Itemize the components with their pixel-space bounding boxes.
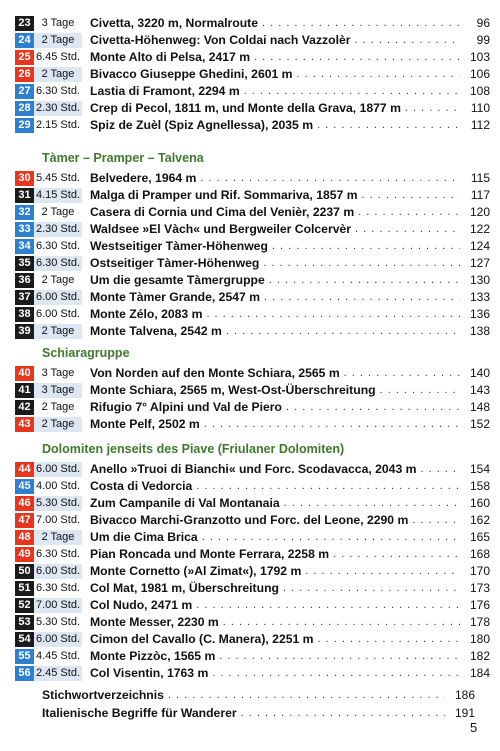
leader-dots bbox=[269, 272, 460, 289]
leader-dots bbox=[223, 614, 460, 631]
duration-label: 7.00 Std. bbox=[35, 599, 81, 611]
route-number-badge: 44 bbox=[15, 462, 34, 477]
leader-dots bbox=[262, 15, 460, 32]
route-title: Belvedere, 1964 m bbox=[90, 171, 197, 185]
index-title: Italienische Begriffe für Wanderer bbox=[42, 706, 237, 720]
toc-entry[interactable] bbox=[15, 648, 490, 665]
route-number-badge: 52 bbox=[15, 598, 34, 613]
page-reference: 138 bbox=[469, 324, 490, 338]
route-title: Malga di Pramper und Rif. Sommariva, 1857 m bbox=[90, 188, 358, 202]
page-reference: 122 bbox=[469, 222, 490, 236]
toc-entry[interactable] bbox=[15, 365, 490, 382]
route-title: Monte Pelf, 2502 m bbox=[90, 417, 200, 431]
page-reference: 127 bbox=[469, 256, 490, 270]
leader-dots bbox=[254, 49, 460, 66]
toc-entry[interactable] bbox=[15, 100, 490, 117]
leader-dots bbox=[244, 83, 460, 100]
leader-dots bbox=[219, 648, 460, 665]
page-reference: 182 bbox=[469, 649, 490, 663]
leader-dots bbox=[204, 416, 460, 433]
duration-label: 2.30 Std. bbox=[35, 102, 81, 114]
leader-dots bbox=[212, 665, 460, 682]
toc-entry[interactable] bbox=[15, 49, 490, 66]
route-number-badge: 28 bbox=[15, 101, 34, 116]
page-reference: 133 bbox=[469, 290, 490, 304]
leader-dots bbox=[412, 512, 460, 529]
toc-entry[interactable] bbox=[15, 289, 490, 306]
route-number-badge: 26 bbox=[15, 67, 34, 82]
route-title: Monte Cornetto (»Al Zimat«), 1792 m bbox=[90, 564, 302, 578]
route-title: Westseitiger Tàmer-Höhenweg bbox=[90, 239, 268, 253]
toc-entry[interactable] bbox=[15, 187, 490, 204]
page-reference: 170 bbox=[469, 564, 490, 578]
route-title: Cimon del Cavallo (C. Manera), 2251 m bbox=[90, 632, 314, 646]
toc-entry[interactable] bbox=[15, 478, 490, 495]
route-number-badge: 56 bbox=[15, 666, 34, 681]
page-reference: 99 bbox=[476, 33, 490, 47]
route-number-badge: 45 bbox=[15, 479, 34, 494]
toc-entry[interactable] bbox=[15, 238, 490, 255]
route-number-badge: 51 bbox=[15, 581, 34, 596]
leader-dots bbox=[355, 221, 460, 238]
leader-dots bbox=[318, 631, 460, 648]
page-reference: 160 bbox=[469, 496, 490, 510]
page-reference: 124 bbox=[469, 239, 490, 253]
page-reference: 106 bbox=[469, 67, 490, 81]
leader-dots bbox=[196, 597, 460, 614]
toc-entry[interactable] bbox=[15, 580, 490, 597]
route-number-badge: 32 bbox=[15, 205, 34, 220]
route-title: Monte Zélo, 2083 m bbox=[90, 307, 203, 321]
duration-label: 2 Tage bbox=[34, 205, 82, 220]
toc-entry[interactable] bbox=[15, 32, 490, 49]
leader-dots bbox=[380, 382, 460, 399]
duration-label: 6.00 Std. bbox=[35, 633, 81, 645]
route-title: Um die gesamte Tàmergruppe bbox=[90, 273, 265, 287]
leader-dots bbox=[358, 204, 460, 221]
route-number-badge: 49 bbox=[15, 547, 34, 562]
page-reference: 173 bbox=[469, 581, 490, 595]
toc-entry[interactable] bbox=[15, 221, 490, 238]
toc-entry[interactable] bbox=[15, 546, 490, 563]
duration-label: 2 Tage bbox=[34, 273, 82, 288]
toc-entry[interactable] bbox=[15, 512, 490, 529]
leader-dots bbox=[286, 399, 460, 416]
route-title: Zum Campanile di Val Montanaia bbox=[90, 496, 280, 510]
route-title: Bivacco Marchi-Granzotto und Forc. del Leone, 2290 m bbox=[90, 513, 409, 527]
section-title: Schiaragruppe bbox=[42, 346, 130, 360]
toc-section bbox=[15, 150, 490, 340]
route-number-badge: 53 bbox=[15, 615, 34, 630]
index-entry[interactable] bbox=[42, 704, 475, 722]
route-title: Waldsee »El Vàch« und Bergweiler Colcervèr bbox=[90, 222, 352, 236]
leader-dots bbox=[206, 306, 460, 323]
leader-dots bbox=[202, 529, 460, 546]
route-title: Casera di Cornia und Cima del Venièr, 2237 m bbox=[90, 205, 355, 219]
duration-label: 6.30 Std. bbox=[35, 240, 81, 252]
duration-label: 7.00 Std. bbox=[35, 514, 81, 526]
leader-dots bbox=[362, 187, 460, 204]
index-list bbox=[42, 686, 475, 722]
leader-dots bbox=[168, 686, 445, 704]
duration-label: 6.00 Std. bbox=[35, 463, 81, 475]
index-entry[interactable] bbox=[42, 686, 475, 704]
leader-dots bbox=[405, 100, 460, 117]
page-reference: 140 bbox=[469, 366, 490, 380]
leader-dots bbox=[200, 170, 460, 187]
route-title: Monte Talvena, 2542 m bbox=[90, 324, 222, 338]
route-number-badge: 54 bbox=[15, 632, 34, 647]
route-number-badge: 34 bbox=[15, 239, 34, 254]
route-title: Costa di Vedorcia bbox=[90, 479, 193, 493]
route-title: Bivacco Giuseppe Ghedini, 2601 m bbox=[90, 67, 293, 81]
route-number-badge: 30 bbox=[15, 171, 34, 186]
route-title: Von Norden auf den Monte Schiara, 2565 m bbox=[90, 366, 340, 380]
leader-dots bbox=[272, 238, 460, 255]
toc-entry[interactable] bbox=[15, 631, 490, 648]
duration-label: 2 Tage bbox=[34, 530, 82, 545]
index-title: Stichwortverzeichnis bbox=[42, 688, 164, 702]
route-number-badge: 55 bbox=[15, 649, 34, 664]
page-reference: 108 bbox=[469, 84, 490, 98]
duration-label: 2.15 Std. bbox=[35, 119, 81, 131]
page-reference: 136 bbox=[469, 307, 490, 321]
duration-label: 5.30 Std. bbox=[35, 497, 81, 509]
leader-dots bbox=[355, 32, 461, 49]
route-title: Civetta, 3220 m, Normalroute bbox=[90, 16, 258, 30]
route-title: Monte Tàmer Grande, 2547 m bbox=[90, 290, 261, 304]
route-title: Anello »Truoi di Bianchi« und Forc. Scodavacca, 2043 m bbox=[90, 462, 417, 476]
duration-label: 3 Tage bbox=[34, 383, 82, 398]
page-reference: 110 bbox=[470, 101, 490, 115]
route-title: Lastia di Framont, 2294 m bbox=[90, 84, 240, 98]
page-reference: 158 bbox=[469, 479, 490, 493]
duration-label: 3 Tage bbox=[34, 366, 82, 381]
route-number-badge: 36 bbox=[15, 273, 34, 288]
route-title: Ostseitiger Tàmer-Höhenweg bbox=[90, 256, 260, 270]
route-number-badge: 42 bbox=[15, 400, 34, 415]
leader-dots bbox=[284, 495, 460, 512]
route-number-badge: 27 bbox=[15, 84, 34, 99]
toc-entry[interactable] bbox=[15, 117, 490, 134]
route-number-badge: 40 bbox=[15, 366, 34, 381]
route-number-badge: 25 bbox=[15, 50, 34, 65]
leader-dots bbox=[226, 323, 460, 340]
page-reference: 176 bbox=[469, 598, 490, 612]
duration-label: 5.30 Std. bbox=[35, 616, 81, 628]
page-reference: 168 bbox=[469, 547, 490, 561]
route-number-badge: 48 bbox=[15, 530, 34, 545]
toc-entry[interactable] bbox=[15, 563, 490, 580]
route-number-badge: 38 bbox=[15, 307, 34, 322]
toc-entry[interactable] bbox=[15, 255, 490, 272]
section-title: Dolomiten jenseits des Piave (Friulaner Dolomiten) bbox=[42, 442, 345, 456]
route-title: Crep di Pecol, 1811 m, und Monte della Grava, 1877 m bbox=[90, 101, 401, 115]
duration-label: 2 Tage bbox=[34, 67, 82, 82]
leader-dots bbox=[263, 255, 460, 272]
duration-label: 6.00 Std. bbox=[35, 308, 81, 320]
duration-label: 2 Tage bbox=[34, 400, 82, 415]
route-title: Rifugio 7° Alpini und Val de Piero bbox=[90, 400, 282, 414]
page-reference: 191 bbox=[454, 706, 475, 720]
toc-entry[interactable] bbox=[15, 529, 490, 546]
leader-dots bbox=[344, 365, 460, 382]
duration-label: 2.45 Std. bbox=[35, 667, 81, 679]
section-title: Tàmer – Pramper – Talvena bbox=[42, 151, 204, 165]
toc-section bbox=[15, 441, 490, 682]
toc-entry[interactable] bbox=[15, 597, 490, 614]
toc-entry[interactable] bbox=[15, 665, 490, 682]
route-number-badge: 33 bbox=[15, 222, 34, 237]
route-title: Col Mat, 1981 m, Überschreitung bbox=[90, 581, 279, 595]
route-number-badge: 37 bbox=[15, 290, 34, 305]
page-reference: 154 bbox=[469, 462, 490, 476]
duration-label: 6.00 Std. bbox=[35, 565, 81, 577]
route-number-badge: 29 bbox=[15, 118, 34, 133]
toc-entry[interactable] bbox=[15, 416, 490, 433]
toc-entry[interactable] bbox=[15, 204, 490, 221]
duration-label: 2 Tage bbox=[34, 324, 82, 339]
toc-entry[interactable] bbox=[15, 461, 490, 478]
page-reference: 115 bbox=[470, 171, 490, 185]
route-title: Spiz de Zuèl (Spiz Agnellessa), 2035 m bbox=[90, 118, 314, 132]
toc-entry[interactable] bbox=[15, 495, 490, 512]
leader-dots bbox=[196, 478, 460, 495]
page-reference: 165 bbox=[469, 530, 490, 544]
duration-label: 2 Tage bbox=[34, 417, 82, 432]
route-title: Monte Messer, 2230 m bbox=[90, 615, 219, 629]
toc-entry[interactable] bbox=[15, 170, 490, 187]
leader-dots bbox=[283, 580, 460, 597]
duration-label: 5.45 Std. bbox=[35, 172, 81, 184]
page-reference: 152 bbox=[469, 417, 490, 431]
page-number: 5 bbox=[470, 720, 478, 735]
duration-label: 6.30 Std. bbox=[35, 85, 81, 97]
page-reference: 143 bbox=[469, 383, 490, 397]
route-number-badge: 39 bbox=[15, 324, 34, 339]
route-title: Monte Alto di Pelsa, 2417 m bbox=[90, 50, 251, 64]
route-number-badge: 31 bbox=[15, 188, 34, 203]
page-reference: 180 bbox=[469, 632, 490, 646]
toc-entry[interactable] bbox=[15, 323, 490, 340]
toc-entry[interactable] bbox=[15, 399, 490, 416]
duration-label: 4.45 Std. bbox=[35, 650, 81, 662]
toc-section bbox=[15, 345, 490, 433]
toc-section bbox=[15, 15, 490, 134]
route-number-badge: 46 bbox=[15, 496, 34, 511]
route-title: Monte Schiara, 2565 m, West-Ost-Überschreitung bbox=[90, 383, 376, 397]
duration-label: 6.45 Std. bbox=[35, 51, 81, 63]
route-number-badge: 23 bbox=[15, 16, 34, 31]
page-reference: 186 bbox=[454, 688, 475, 702]
route-title: Col Visentin, 1763 m bbox=[90, 666, 209, 680]
route-number-badge: 24 bbox=[15, 33, 34, 48]
duration-label: 2 Tage bbox=[34, 33, 82, 48]
duration-label: 4.00 Std. bbox=[35, 480, 81, 492]
page-reference: 148 bbox=[469, 400, 490, 414]
duration-label: 6.00 Std. bbox=[35, 291, 81, 303]
page-reference: 103 bbox=[469, 50, 490, 64]
toc-entry[interactable] bbox=[15, 614, 490, 631]
leader-dots bbox=[297, 66, 460, 83]
route-number-badge: 35 bbox=[15, 256, 34, 271]
route-title: Civetta-Höhenweg: Von Coldai nach Vazzolèr bbox=[90, 33, 351, 47]
leader-dots bbox=[305, 563, 460, 580]
toc-entry[interactable] bbox=[15, 272, 490, 289]
duration-label: 6.30 Std. bbox=[35, 548, 81, 560]
leader-dots bbox=[264, 289, 460, 306]
duration-label: 2.30 Std. bbox=[35, 223, 81, 235]
page-reference: 178 bbox=[469, 615, 490, 629]
page-reference: 184 bbox=[469, 666, 490, 680]
page-reference: 117 bbox=[470, 188, 490, 202]
page-reference: 130 bbox=[469, 273, 490, 287]
toc-entry[interactable] bbox=[15, 15, 490, 32]
page-reference: 120 bbox=[469, 205, 490, 219]
leader-dots bbox=[420, 461, 460, 478]
duration-label: 3 Tage bbox=[34, 16, 82, 31]
leader-dots bbox=[241, 704, 445, 722]
route-title: Pian Roncada und Monte Ferrara, 2258 m bbox=[90, 547, 330, 561]
duration-label: 6.30 Std. bbox=[35, 582, 81, 594]
route-number-badge: 43 bbox=[15, 417, 34, 432]
route-title: Col Nudo, 2471 m bbox=[90, 598, 193, 612]
route-number-badge: 41 bbox=[15, 383, 34, 398]
leader-dots bbox=[317, 117, 460, 134]
duration-label: 4.15 Std. bbox=[35, 189, 81, 201]
page-reference: 96 bbox=[476, 16, 490, 30]
leader-dots bbox=[333, 546, 460, 563]
duration-label: 6.30 Std. bbox=[35, 257, 81, 269]
page-reference: 162 bbox=[469, 513, 490, 527]
toc-entry[interactable] bbox=[15, 382, 490, 399]
toc-entry[interactable] bbox=[15, 66, 490, 83]
route-title: Um die Cima Brica bbox=[90, 530, 198, 544]
page-reference: 112 bbox=[470, 118, 490, 132]
toc-entry[interactable] bbox=[15, 83, 490, 100]
toc-entry[interactable] bbox=[15, 306, 490, 323]
route-number-badge: 50 bbox=[15, 564, 34, 579]
route-number-badge: 47 bbox=[15, 513, 34, 528]
route-title: Monte Pizzòc, 1565 m bbox=[90, 649, 216, 663]
